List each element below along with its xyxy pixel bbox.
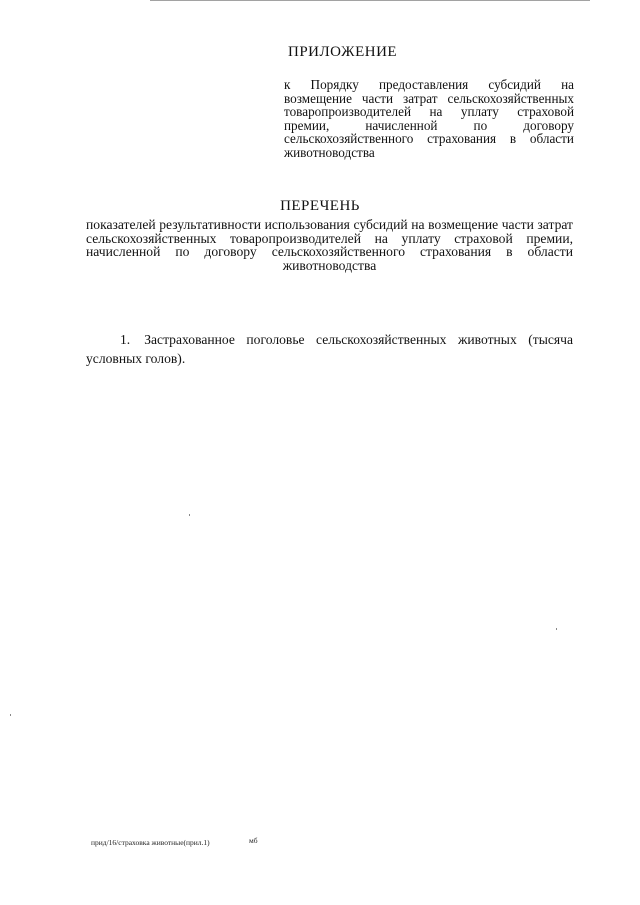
list-item-text: Застрахованное поголовье сельскохозяйственных животных (тысяча условных голов). <box>86 332 573 366</box>
appendix-header <box>284 42 574 159</box>
list-item <box>86 330 573 368</box>
footer-initials: мб <box>249 836 258 845</box>
appendix-title: ПРИЛОЖЕНИЕ <box>288 44 398 60</box>
scan-edge-line <box>150 0 590 1</box>
scan-speck <box>10 714 11 716</box>
appendix-reference-text: к Порядку предоставления субсидий на возмещение части затрат сельскохозяйственных товаропроизводителей на уплату страховой премии, начисленной по договору сельскохозяйственного страхования в области животноводства <box>284 77 574 160</box>
list-title: ПЕРЕЧЕНЬ <box>280 198 360 214</box>
list-subtitle: показателей результативности использования субсидий на возмещение части затрат сельскохозяйственных товаропроизводителей на уплату страховой премии, начисленной по договору сельскохозяйственного страхования в области животноводства <box>86 217 573 273</box>
footer-file-reference: прид/16/страховка животные(прил.1) <box>91 838 210 847</box>
scan-speck <box>556 628 557 630</box>
scan-speck <box>189 514 190 516</box>
list-item-number: 1. <box>120 332 131 347</box>
